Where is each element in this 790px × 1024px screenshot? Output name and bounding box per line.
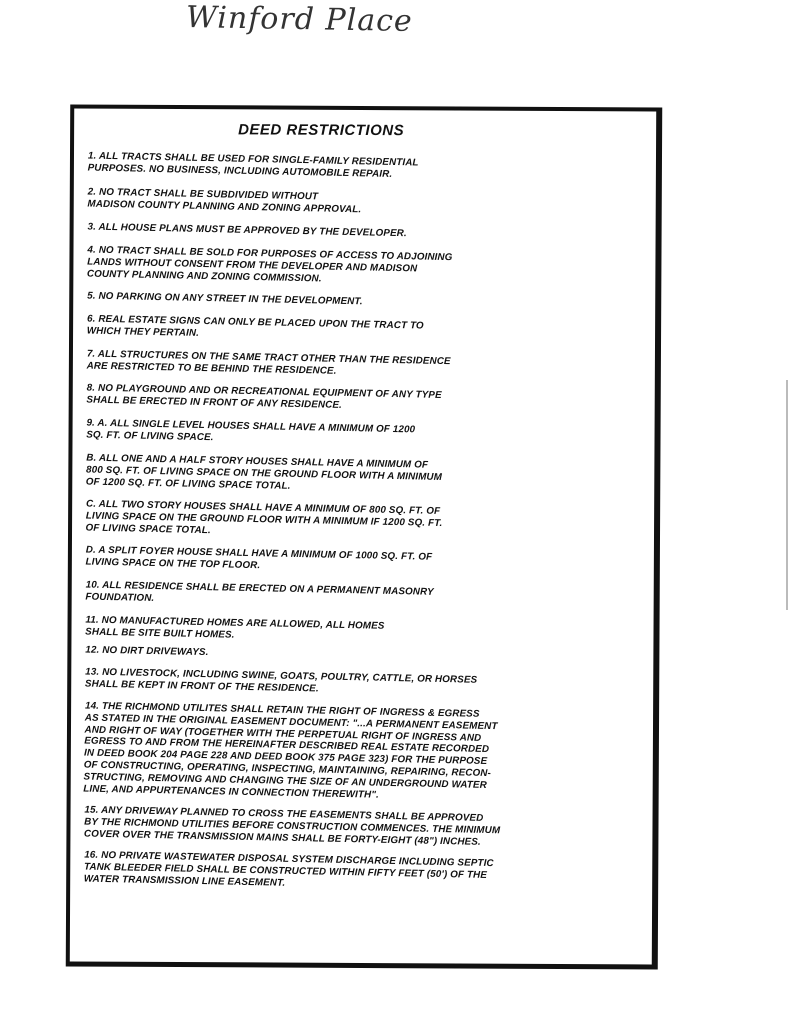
restriction-item-9b: B. ALL ONE AND A HALF STORY HOUSES SHALL HAVE A MINIMUM OF 800 SQ. FT. OF LIVING SPACE ON THE GROUND FLOOR WITH A MINIMUM OF 1200 SQ. FT. OF LIVING SPACE TOTAL.: [85, 452, 443, 491]
restriction-item-12: 12. NO DIRT DRIVEWAYS.: [85, 644, 209, 659]
deed-restrictions-document: [66, 104, 663, 969]
restriction-item-9d: D. A SPLIT FOYER HOUSE SHALL HAVE A MINIMUM OF 1000 SQ. FT. OF LIVING SPACE ON THE TOP FLOOR.: [85, 544, 433, 572]
restriction-item-2: 2. NO TRACT SHALL BE SUBDIVIDED WITHOUT MADISON COUNTY PLANNING AND ZONING APPROVAL.: [87, 186, 362, 215]
scan-edge-mark: [786, 380, 788, 610]
handwritten-title: Winford Place: [185, 0, 413, 39]
restriction-item-15: 15. ANY DRIVEWAY PLANNED TO CROSS THE EASEMENTS SHALL BE APPROVED BY THE RICHMOND UTILITIES BEFORE CONSTRUCTION COMMENCES. THE MINIMUM COVER OVER THE TRANSMISSION MAINS SHALL BE FORTY-EIGHT (48") INCHES.: [83, 804, 501, 848]
restriction-item-11: 11. NO MANUFACTURED HOMES ARE ALLOWED, ALL HOMES SHALL BE SITE BUILT HOMES.: [85, 614, 385, 640]
restriction-item-10: 10. ALL RESIDENCE SHALL BE ERECTED ON A PERMANENT MASONRY FOUNDATION.: [85, 579, 434, 604]
restriction-item-16: 16. NO PRIVATE WASTEWATER DISPOSAL SYSTEM DISCHARGE INCLUDING SEPTIC TANK BLEEDER FIELD SHALL BE CONSTRUCTED WITHIN FIFTY FEET (50') OF THE WATER TRANSMISSION LINE EASEMENT.: [83, 849, 494, 889]
restriction-item-4: 4. NO TRACT SHALL BE SOLD FOR PURPOSES OF ACCESS TO ADJOINING LANDS WITHOUT CONSENT FROM THE DEVELOPER AND MADISON COUNTY PLANNING AND ZONING COMMISSION.: [86, 244, 453, 285]
restriction-item-1: 1. ALL TRACTS SHALL BE USED FOR SINGLE-FAMILY RESIDENTIAL PURPOSES. NO BUSINESS, INCLUDING AUTOMOBILE REPAIR.: [87, 150, 419, 180]
restriction-item-7: 7. ALL STRUCTURES ON THE SAME TRACT OTHER THAN THE RESIDENCE ARE RESTRICTED TO BE BEHIND THE RESIDENCE.: [86, 348, 451, 377]
restriction-item-3: 3. ALL HOUSE PLANS MUST BE APPROVED BY THE DEVELOPER.: [87, 221, 407, 240]
restriction-item-14: 14. THE RICHMOND UTILITES SHALL RETAIN THE RIGHT OF INGRESS & EGRESS AS STATED IN THE ORIGINAL EASEMENT DOCUMENT: "...A PERMANENT EASEMENT AND RIGHT OF WAY (TOGETHER WITH THE PERPETUAL RIGHT OF INGRESS AND EGRESS TO AND FROM THE HEREINAFTER DESCRIBED REAL ESTATE RECORDED IN DEED BOOK 204 PAGE 228 AND DEED BOOK 375 PAGE 323) FOR THE PURPOSE OF CONSTRUCTING, OPERATING, INSPECTING, MAINTAINING, REPAIRING, RECON- STRUCTING, REMOVING AND CHANGING THE SIZE OF AN UNDERGROUND WATER LINE, AND APPURTENANCES IN CONNECTION THEREWITH".: [83, 700, 498, 800]
restriction-list: [84, 149, 628, 888]
restriction-item-8: 8. NO PLAYGROUND AND OR RECREATIONAL EQUIPMENT OF ANY TYPE SHALL BE ERECTED IN FRONT OF ANY RESIDENCE.: [86, 382, 442, 412]
restriction-item-13: 13. NO LIVESTOCK, INCLUDING SWINE, GOATS, POULTRY, CATTLE, OR HORSES SHALL BE KEPT IN FRONT OF THE RESIDENCE.: [84, 666, 478, 695]
document-heading: DEED RESTRICTIONS: [238, 121, 405, 140]
restriction-item-9c: C. ALL TWO STORY HOUSES SHALL HAVE A MINIMUM OF 800 SQ. FT. OF LIVING SPACE ON THE GROUND FLOOR WITH A MINIMUM IF 1200 SQ. FT. OF LIVING SPACE TOTAL.: [85, 498, 443, 536]
restriction-item-6: 6. REAL ESTATE SIGNS CAN ONLY BE PLACED UPON THE TRACT TO WHICH THEY PERTAIN.: [86, 313, 424, 339]
restriction-item-9a: 9. A. ALL SINGLE LEVEL HOUSES SHALL HAVE A MINIMUM OF 1200 SQ. FT. OF LIVING SPACE.: [86, 417, 416, 443]
restriction-item-5: 5. NO PARKING ON ANY STREET IN THE DEVELOPMENT.: [87, 290, 363, 308]
